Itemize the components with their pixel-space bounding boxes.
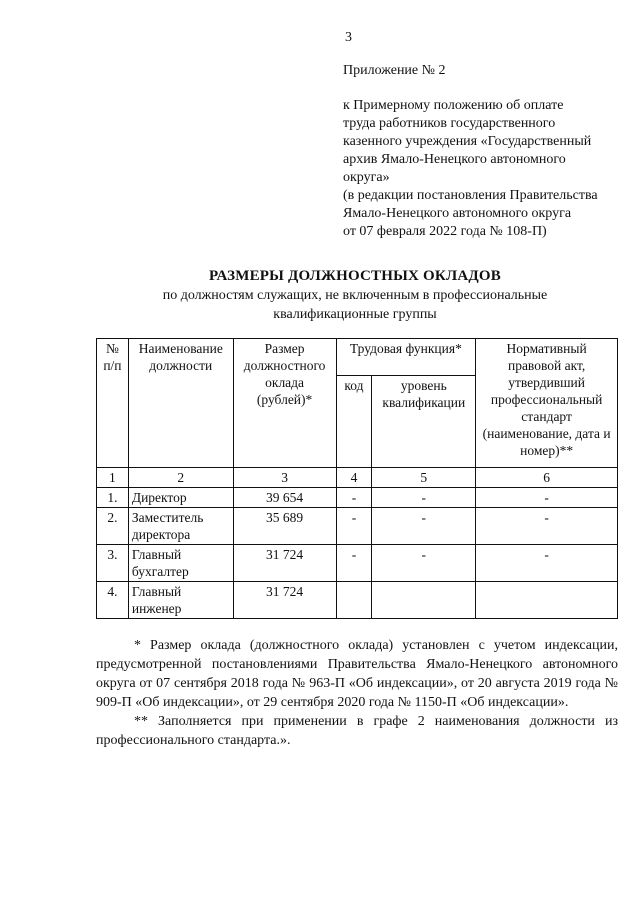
column-number: 2 (128, 468, 233, 488)
column-number: 1 (97, 468, 129, 488)
appendix-line: (в редакции постановления Правительства (343, 188, 598, 203)
header-level: уровень квалификации (372, 376, 476, 468)
row-level: - (372, 488, 476, 508)
row-act: - (476, 545, 618, 582)
appendix-line: округа» (343, 170, 390, 185)
row-num: 3. (97, 545, 129, 582)
appendix-title: Приложение № 2 (343, 63, 446, 78)
row-code (336, 582, 372, 619)
row-salary: 35 689 (233, 508, 336, 545)
row-salary: 31 724 (233, 582, 336, 619)
column-number: 6 (476, 468, 618, 488)
row-act: - (476, 508, 618, 545)
row-code: - (336, 488, 372, 508)
column-number: 3 (233, 468, 336, 488)
appendix-line: архив Ямало-Ненецкого автономного (343, 152, 566, 167)
table-row (97, 488, 618, 508)
salary-table (96, 338, 618, 619)
document-heading (0, 268, 640, 323)
header-act: Нормативный правовой акт, утвердивший профессиональный стандарт (наименование, дата и номер)** (476, 339, 618, 468)
row-act (476, 582, 618, 619)
header-name: Наименование должности (128, 339, 233, 468)
row-salary: 39 654 (233, 488, 336, 508)
row-num: 4. (97, 582, 129, 619)
row-code: - (336, 508, 372, 545)
row-level: - (372, 508, 476, 545)
row-num: 1. (97, 488, 129, 508)
footnotes (96, 636, 618, 750)
page-number: 3 (345, 30, 352, 45)
appendix-line: труда работников государственного (343, 116, 556, 131)
document-subtitle-line2: квалификационные группы (273, 307, 437, 322)
column-number: 5 (372, 468, 476, 488)
row-num: 2. (97, 508, 129, 545)
appendix-line: к Примерному положению об оплате (343, 98, 564, 113)
row-name: Директор (128, 488, 233, 508)
column-number: 4 (336, 468, 372, 488)
appendix-line: от 07 февраля 2022 года № 108-П) (343, 224, 547, 239)
header-code: код (336, 376, 372, 468)
row-name: Главный инженер (128, 582, 233, 619)
footnote-2: ** Заполняется при применении в графе 2 наименования должности из профессионального стандарта.». (96, 714, 618, 748)
appendix-block (343, 62, 623, 241)
table-row (97, 582, 618, 619)
row-code: - (336, 545, 372, 582)
appendix-line: Ямало-Ненецкого автономного округа (343, 206, 572, 221)
row-name: Заместитель директора (128, 508, 233, 545)
footnote-1: * Размер оклада (должностного оклада) установлен с учетом индексации, предусмотренной постановлениями Правительства Ямало-Ненецкого автономного округа от 07 сентября 2018 года № 963-П «Об индексации», от 20 августа 2019 года № 909-П «Об индексации», от 29 сентября 2020 года № 1150-П «Об индексации». (96, 638, 618, 710)
row-act: - (476, 488, 618, 508)
header-function: Трудовая функция* (336, 339, 476, 376)
document-title: РАЗМЕРЫ ДОЛЖНОСТНЫХ ОКЛАДОВ (209, 268, 501, 284)
header-salary: Размер должностного оклада (рублей)* (233, 339, 336, 468)
row-level: - (372, 545, 476, 582)
appendix-line: казенного учреждения «Государственный (343, 134, 592, 149)
column-number-row (97, 468, 618, 488)
table-row (97, 545, 618, 582)
table-row (97, 508, 618, 545)
document-subtitle-line1: по должностям служащих, не включенным в профессиональные (162, 288, 548, 303)
row-salary: 31 724 (233, 545, 336, 582)
row-name: Главный бухгалтер (128, 545, 233, 582)
row-level (372, 582, 476, 619)
header-num: № п/п (97, 339, 129, 468)
